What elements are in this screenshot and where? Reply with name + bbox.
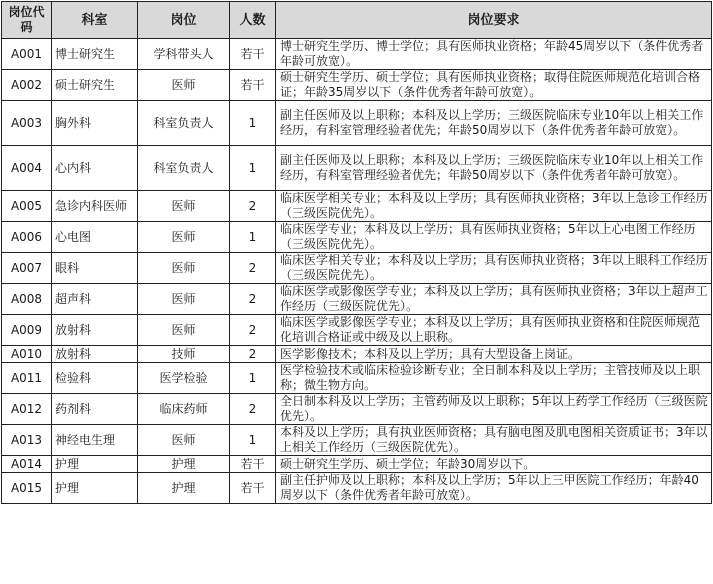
cell-requirements: 本科及以上学历；具有执业医师资格；具有脑电图及肌电图相关资质证书；3年以上相关工作经历（三级医院优先）。 xyxy=(276,425,712,456)
cell-post: 医师 xyxy=(138,284,230,315)
cell-requirements: 副主任护师及以上职称；本科及以上学历；5年以上三甲医院工作经历；年龄40周岁以下（条件优秀者年龄可放宽）。 xyxy=(276,473,712,504)
cell-post: 护理 xyxy=(138,473,230,504)
cell-code: A013 xyxy=(2,425,52,456)
cell-dept: 检验科 xyxy=(52,363,138,394)
cell-post: 医师 xyxy=(138,425,230,456)
cell-code: A008 xyxy=(2,284,52,315)
cell-post: 护理 xyxy=(138,456,230,473)
table-row xyxy=(2,315,712,346)
table-row xyxy=(2,39,712,70)
cell-code: A009 xyxy=(2,315,52,346)
table-row xyxy=(2,363,712,394)
cell-requirements: 副主任医师及以上职称；本科及以上学历；三级医院临床专业10年以上相关工作经历，有科室管理经验者优先；年龄50周岁以下（条件优秀者年龄可放宽）。 xyxy=(276,146,712,191)
cell-code: A004 xyxy=(2,146,52,191)
cell-dept: 急诊内科医师 xyxy=(52,191,138,222)
cell-requirements: 副主任医师及以上职称；本科及以上学历；三级医院临床专业10年以上相关工作经历，有科室管理经验者优先；年龄50周岁以下（条件优秀者年龄可放宽）。 xyxy=(276,101,712,146)
cell-requirements: 临床医学专业；本科及以上学历；具有医师执业资格；5年以上心电图工作经历（三级医院优先）。 xyxy=(276,222,712,253)
table-row xyxy=(2,253,712,284)
cell-requirements: 临床医学或影像医学专业；本科及以上学历；具有医师执业资格；3年以上超声工作经历（三级医院优先）。 xyxy=(276,284,712,315)
cell-count: 若干 xyxy=(230,473,276,504)
cell-post: 医师 xyxy=(138,191,230,222)
cell-requirements: 临床医学相关专业；本科及以上学历；具有医师执业资格；3年以上眼科工作经历（三级医院优先）。 xyxy=(276,253,712,284)
cell-count: 1 xyxy=(230,425,276,456)
table-header-row xyxy=(2,2,712,39)
cell-count: 2 xyxy=(230,191,276,222)
cell-code: A014 xyxy=(2,456,52,473)
cell-post: 技师 xyxy=(138,346,230,363)
cell-requirements: 医学检验技术或临床检验诊断专业；全日制本科及以上学历；主管技师及以上职称；微生物方向。 xyxy=(276,363,712,394)
cell-post: 医师 xyxy=(138,315,230,346)
cell-requirements: 临床医学或影像医学专业；本科及以上学历；具有医师执业资格和住院医师规范化培训合格证或中级及以上职称。 xyxy=(276,315,712,346)
cell-code: A012 xyxy=(2,394,52,425)
header-post: 岗位 xyxy=(138,2,230,39)
cell-requirements: 医学影像技术；本科及以上学历；具有大型设备上岗证。 xyxy=(276,346,712,363)
cell-dept: 硕士研究生 xyxy=(52,70,138,101)
header-requirements: 岗位要求 xyxy=(276,2,712,39)
cell-count: 2 xyxy=(230,315,276,346)
cell-dept: 放射科 xyxy=(52,346,138,363)
cell-requirements: 临床医学相关专业；本科及以上学历；具有医师执业资格；3年以上急诊工作经历（三级医院优先）。 xyxy=(276,191,712,222)
cell-code: A006 xyxy=(2,222,52,253)
cell-code: A007 xyxy=(2,253,52,284)
cell-code: A002 xyxy=(2,70,52,101)
header-dept: 科室 xyxy=(52,2,138,39)
cell-code: A010 xyxy=(2,346,52,363)
table-row xyxy=(2,222,712,253)
cell-dept: 护理 xyxy=(52,473,138,504)
cell-dept: 眼科 xyxy=(52,253,138,284)
cell-requirements: 硕士研究生学历、硕士学位；具有医师执业资格；取得住院医师规范化培训合格证；年龄35周岁以下（条件优秀者年龄可放宽）。 xyxy=(276,70,712,101)
cell-count: 2 xyxy=(230,346,276,363)
cell-post: 医师 xyxy=(138,253,230,284)
cell-code: A005 xyxy=(2,191,52,222)
table-row xyxy=(2,456,712,473)
recruitment-table xyxy=(1,1,712,504)
cell-dept: 博士研究生 xyxy=(52,39,138,70)
table-row xyxy=(2,146,712,191)
cell-post: 医师 xyxy=(138,222,230,253)
cell-code: A011 xyxy=(2,363,52,394)
cell-dept: 超声科 xyxy=(52,284,138,315)
cell-requirements: 全日制本科及以上学历；主管药师及以上职称；5年以上药学工作经历（三级医院优先）。 xyxy=(276,394,712,425)
cell-count: 1 xyxy=(230,363,276,394)
cell-dept: 护理 xyxy=(52,456,138,473)
table-row xyxy=(2,425,712,456)
cell-count: 1 xyxy=(230,146,276,191)
cell-dept: 胸外科 xyxy=(52,101,138,146)
cell-dept: 放射科 xyxy=(52,315,138,346)
table-row xyxy=(2,101,712,146)
cell-dept: 心内科 xyxy=(52,146,138,191)
table-row xyxy=(2,473,712,504)
cell-post: 科室负责人 xyxy=(138,146,230,191)
cell-code: A001 xyxy=(2,39,52,70)
cell-post: 医学检验 xyxy=(138,363,230,394)
cell-requirements: 博士研究生学历、博士学位；具有医师执业资格；年龄45周岁以下（条件优秀者年龄可放宽）。 xyxy=(276,39,712,70)
cell-post: 医师 xyxy=(138,70,230,101)
cell-count: 1 xyxy=(230,222,276,253)
cell-post: 科室负责人 xyxy=(138,101,230,146)
cell-code: A015 xyxy=(2,473,52,504)
cell-post: 学科带头人 xyxy=(138,39,230,70)
header-code: 岗位代码 xyxy=(2,2,52,39)
cell-dept: 药剂科 xyxy=(52,394,138,425)
table-row xyxy=(2,70,712,101)
cell-code: A003 xyxy=(2,101,52,146)
cell-dept: 心电图 xyxy=(52,222,138,253)
cell-count: 1 xyxy=(230,101,276,146)
cell-count: 若干 xyxy=(230,39,276,70)
table-row xyxy=(2,284,712,315)
table-row xyxy=(2,394,712,425)
cell-count: 若干 xyxy=(230,456,276,473)
cell-count: 2 xyxy=(230,284,276,315)
table-row xyxy=(2,346,712,363)
cell-dept: 神经电生理 xyxy=(52,425,138,456)
cell-count: 2 xyxy=(230,394,276,425)
cell-requirements: 硕士研究生学历、硕士学位；年龄30周岁以下。 xyxy=(276,456,712,473)
header-count: 人数 xyxy=(230,2,276,39)
cell-count: 若干 xyxy=(230,70,276,101)
cell-count: 2 xyxy=(230,253,276,284)
table-row xyxy=(2,191,712,222)
cell-post: 临床药师 xyxy=(138,394,230,425)
